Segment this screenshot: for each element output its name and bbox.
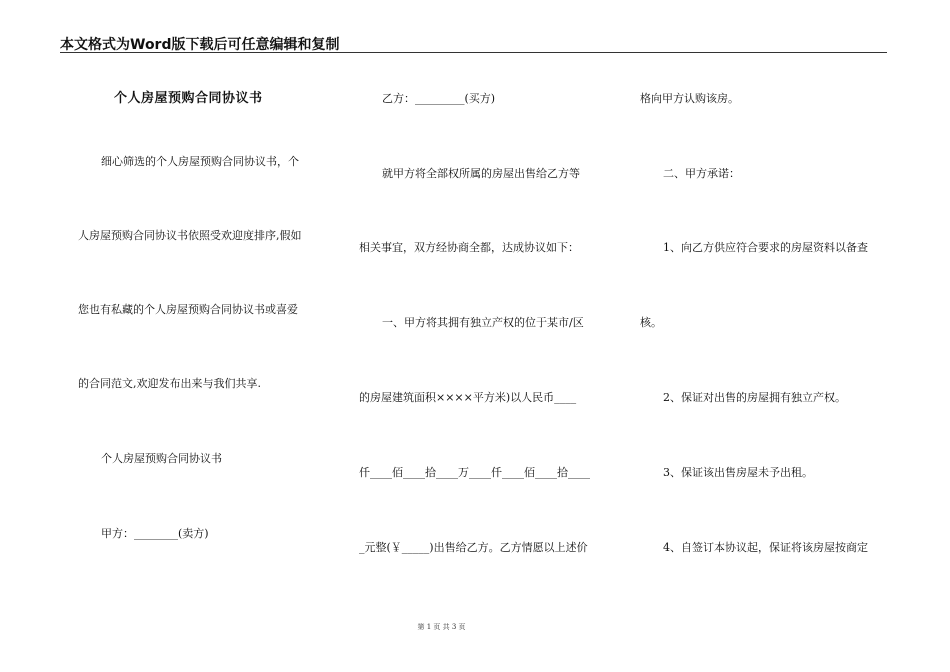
paragraph-line: 您也有私藏的个人房屋预购合同协议书或喜爱	[78, 303, 298, 316]
party-a-line: 甲方：________(卖方)	[101, 527, 209, 540]
subtitle-line: 个人房屋预购合同协议书	[101, 452, 222, 465]
document-title: 个人房屋预购合同协议书	[114, 91, 263, 106]
promise-item: 2、保证对出售的房屋拥有独立产权。	[663, 391, 846, 404]
paragraph-line: 相关事宜，双方经协商全都，达成协议如下：	[359, 241, 579, 254]
paragraph-line: 人房屋预购合同协议书依照受欢迎度排序,假如	[78, 229, 302, 242]
document-header: 本文格式为Word版下载后可任意编辑和复制	[60, 37, 340, 53]
clause-line: 一、甲方将其拥有独立产权的位于某市/区	[382, 316, 584, 329]
section-heading: 二、甲方承诺：	[663, 167, 740, 180]
promise-item: 3、保证该出售房屋未予出租。	[663, 466, 813, 479]
clause-line: 仟____佰____拾____万____仟____佰____拾____	[359, 466, 590, 479]
paragraph-line: 格向甲方认购该房。	[640, 92, 739, 105]
paragraph-line: 的合同范文,欢迎发布出来与我们共享.	[78, 377, 261, 390]
paragraph-line: 细心筛选的个人房屋预购合同协议书，个	[101, 155, 299, 168]
promise-item: 1、向乙方供应符合要求的房屋资料以备查	[663, 241, 868, 254]
party-b-line: 乙方：_________(买方)	[382, 92, 496, 105]
promise-item: 4、自签订本协议起，保证将该房屋按商定	[663, 541, 868, 554]
page-indicator: 第 1 页 共 3 页	[417, 623, 466, 631]
clause-line: 的房屋建筑面积××××平方米)以人民币____	[359, 391, 577, 404]
paragraph-line: 核。	[640, 316, 662, 329]
header-divider	[60, 52, 887, 53]
paragraph-line: 就甲方将全部权所属的房屋出售给乙方等	[382, 167, 580, 180]
clause-line: _元整(￥_____)出售给乙方。乙方情愿以上述价	[359, 541, 588, 554]
